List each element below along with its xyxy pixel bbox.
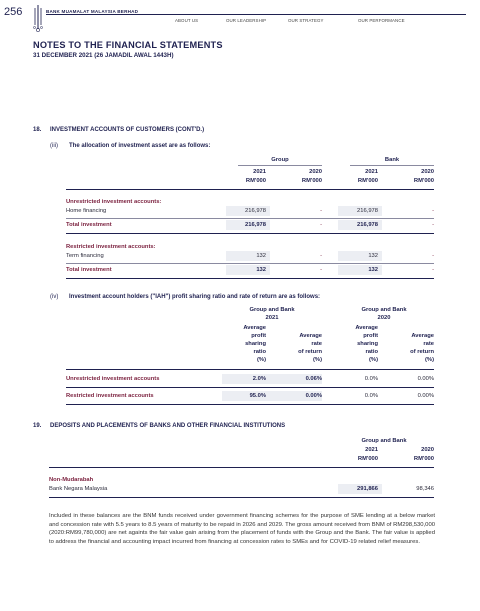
iv-group-bank-2020-label: Group and Bank: [361, 307, 407, 313]
home-financing-b2021: 216,978: [357, 208, 378, 214]
iv-restricted-psr-2020: 0.0%: [364, 393, 378, 399]
iv-ror-header-2021: Average rate of return (%): [298, 333, 322, 363]
iii-year-group-2020: 2020: [309, 169, 322, 175]
home-financing-g2020: -: [320, 208, 322, 214]
iv-header-rule: [66, 369, 434, 370]
restricted-total-b2021: 132: [368, 267, 378, 273]
unrestricted-total-b2021: 216,978: [357, 222, 378, 228]
bnm-2020: 98,346: [416, 486, 434, 492]
iv-restricted-ror-2021: 0.00%: [305, 393, 322, 399]
iv-unrestricted-ror-2020: 0.00%: [417, 376, 434, 382]
iv-unrestricted-psr-2020: 0.0%: [364, 376, 378, 382]
n19-header-rule: [49, 467, 434, 468]
nav-our-leadership[interactable]: OUR LEADERSHIP: [226, 18, 267, 23]
page-number: 256: [4, 6, 23, 18]
non-mudarabah-heading: Non-Mudarabah: [49, 477, 94, 483]
iv-unrestricted-label: Unrestricted investment accounts: [66, 376, 160, 382]
note-19-heading: DEPOSITS AND PLACEMENTS OF BANKS AND OTHER FINANCIAL INSTITUTIONS: [50, 423, 286, 429]
home-financing-b2020: -: [432, 208, 434, 214]
iii-unit-1: RM'000: [245, 178, 266, 184]
bank-logo-icon: [30, 3, 46, 33]
term-financing-label: Term financing: [66, 253, 104, 259]
header-rule: [46, 14, 466, 15]
note-18-number: 18.: [33, 127, 42, 133]
iii-year-bank-2020: 2020: [421, 169, 434, 175]
iv-restricted-ror-2020: 0.00%: [417, 393, 434, 399]
term-financing-g2020: -: [320, 253, 322, 259]
row-rule: [66, 218, 434, 219]
iii-year-bank-2021: 2021: [365, 169, 378, 175]
term-financing-g2021: 132: [256, 253, 266, 259]
note-18-iii-number: (iii): [50, 143, 58, 149]
nav-our-strategy[interactable]: OUR STRATEGY: [288, 18, 324, 23]
unrestricted-total-g2020: -: [320, 222, 322, 228]
page-title: NOTES TO THE FINANCIAL STATEMENTS: [33, 40, 223, 50]
iii-unit-2: RM'000: [301, 178, 322, 184]
group-underline: [238, 165, 322, 166]
n19-unit-2021: RM'000: [357, 456, 378, 462]
note-18-iii-heading: The allocation of investment asset are as follows:: [69, 143, 211, 149]
restricted-heading: Restricted investment accounts:: [66, 244, 156, 250]
iii-unit-4: RM'000: [413, 178, 434, 184]
restricted-total-b2020: -: [432, 267, 434, 273]
note-19-number: 19.: [33, 423, 42, 429]
bank-underline: [350, 165, 434, 166]
note-18-iv-heading: Investment account holders ("IAH") profit sharing ratio and rate of return are as follows:: [69, 294, 321, 300]
row-rule: [66, 278, 434, 279]
term-financing-b2021: 132: [368, 253, 378, 259]
n19-unit-2020: RM'000: [413, 456, 434, 462]
unrestricted-total-g2021: 216,978: [245, 222, 266, 228]
page-subtitle: 31 DECEMBER 2021 (26 JAMADIL AWAL 1443H): [33, 52, 174, 59]
row-rule: [66, 233, 434, 234]
iv-unrestricted-ror-2021: 0.06%: [305, 376, 322, 382]
nav-about-us[interactable]: ABOUT US: [175, 18, 199, 23]
restricted-total-g2020: -: [320, 267, 322, 273]
unrestricted-heading: Unrestricted investment accounts:: [66, 199, 162, 205]
row-rule: [66, 404, 434, 405]
restricted-total-g2021: 132: [256, 267, 266, 273]
bnm-label: Bank Negara Malaysia: [49, 486, 108, 492]
nav-our-performance[interactable]: OUR PERFORMANCE: [358, 18, 405, 23]
iv-psr-header-2020: Average profit sharing ratio (%): [355, 325, 378, 363]
iv-year-2021: 2021: [265, 315, 279, 321]
n19-group-bank-label: Group and Bank: [361, 438, 407, 444]
iii-header-rule: [66, 189, 434, 190]
bank-name: BANK MUAMALAT MALAYSIA BERHAD: [46, 9, 139, 14]
restricted-total-label: Total investment: [66, 267, 112, 273]
iii-unit-3: RM'000: [357, 178, 378, 184]
home-financing-g2021: 216,978: [245, 208, 266, 214]
iv-restricted-label: Restricted investment accounts: [66, 393, 154, 399]
iv-group-bank-2021-label: Group and Bank: [249, 307, 295, 313]
note-19-paragraph: Included in these balances are the BNM funds received under government financing schemes for the purpose of SME lending at a below market and concession rate with 5.5 years to 8.5 years of maturity to be repaid in 2026 and 2029. The gross amount received from BNM of RM298,530,000 (2020:RM99,780,000) are net againts the fair value gain arising from the placement of funds with the Group and the Bank. The fair value is applied to address the financial and accounting impact incurred from financing at concession rates to SMEs and for COVID-19 related relief measures.: [49, 513, 435, 545]
note-18-iv-number: (iv): [50, 294, 59, 300]
group-label: Group: [271, 157, 289, 163]
row-rule: [66, 387, 434, 388]
row-rule: [49, 497, 434, 498]
unrestricted-total-label: Total investment: [66, 222, 112, 228]
n19-year-2021: 2021: [365, 447, 378, 453]
row-rule: [66, 263, 434, 264]
bank-label: Bank: [384, 157, 400, 163]
iv-psr-header-2021: Average profit sharing ratio (%): [243, 325, 266, 363]
iv-restricted-psr-2021: 95.0%: [249, 393, 266, 399]
iv-year-2020: 2020: [377, 315, 391, 321]
n19-year-2020: 2020: [421, 447, 434, 453]
note-18-heading: INVESTMENT ACCOUNTS OF CUSTOMERS (CONT'D.): [50, 127, 205, 133]
bnm-2021: 291,866: [357, 486, 378, 492]
iv-ror-header-2020: Average rate of return (%): [410, 333, 434, 363]
home-financing-label: Home financing: [66, 208, 107, 214]
unrestricted-total-b2020: -: [432, 222, 434, 228]
term-financing-b2020: -: [432, 253, 434, 259]
iv-unrestricted-psr-2021: 2.0%: [252, 376, 266, 382]
iii-year-group-2021: 2021: [253, 169, 266, 175]
